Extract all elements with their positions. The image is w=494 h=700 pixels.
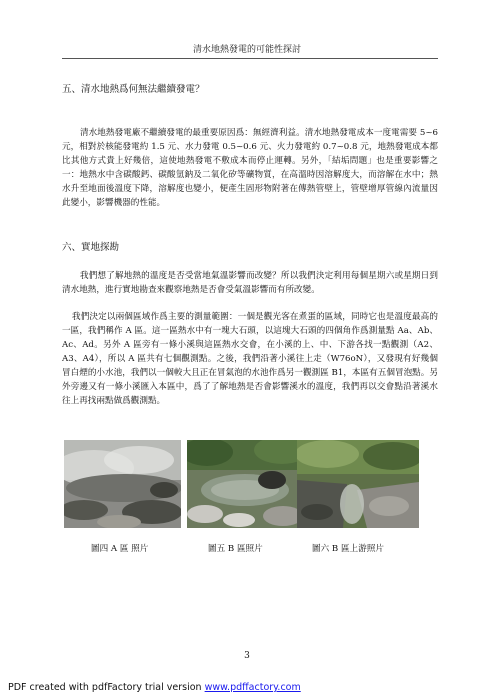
pdf-footer-text: PDF created with pdfFactory trial version — [8, 682, 205, 693]
running-header: 清水地熱發電的可能性探討 — [192, 45, 301, 55]
pdf-footer — [8, 682, 301, 693]
section-6-paragraph-2: 我們決定以兩個區域作爲主要的測量範圍：一個是觀光客在煮蛋的區域，同時它也是溫度最高的一區，我們稱作 A 區。這一區熱水中有一塊大石頭，以這塊大石頭的四個角作爲測量點 Aa、Ab、Ac、Ad。另外 A 區旁有一條小溪與這區熱水交會，在小溪的上、中、下游各找一點觀測（A2、A3、A4），所以 A 區共有七個觀測點。之後，我們沿著小溪往上走（W76oN），又發現有好幾個冒白煙的小水池，我們以一個較大且正在冒氣泡的水池作爲另一觀測區 B1，本區有五個冒泡點。另外旁邊又有一條小溪匯入本區中，爲了了解地熱是否會影響溪水的溫度，我們再以交會點沿著溪水往上再找兩點做爲觀測點。 — [62, 312, 438, 406]
pdffactory-link[interactable]: www.pdffactory.com — [204, 682, 301, 693]
photo-caption-2: 圖五 B 區照片 — [208, 544, 263, 554]
photo-caption-3: 圖六 B 區上游照片 — [312, 544, 384, 554]
page-number: 3 — [244, 651, 250, 661]
header-rule — [62, 58, 438, 59]
section-5-heading: 五、清水地熱爲何無法繼續發電？ — [62, 84, 205, 95]
section-6-heading: 六、實地探勘 — [62, 242, 120, 253]
photo-caption-1: 圖四 A 區 照片 — [91, 544, 149, 554]
section-6-paragraph-1: 我們想了解地熱的溫度是否受當地氣溫影響而改變？所以我們決定利用每個星期六或星期日到清水地熱，進行實地勘查來觀察地熱是否會受氣溫影響而有所改變。 — [62, 271, 438, 295]
photo-area-b — [187, 440, 304, 528]
photo-area-a — [64, 440, 181, 528]
section-5-paragraph: 清水地熱發電廠不繼續發電的最重要原因爲：無經濟利益。清水地熱發電成本一度電需要 5~6 元，相對於核能發電約 1.5 元、水力發電 0.5~0.6 元、火力發電約 0.7~0.8 元，地熱發電成本都比其他方式貴上好幾倍，這使地熱發電不敷成本而停止運轉。另外，「結垢問題」也是重要影響之一：地熱水中含碳酸鈣、碳酸氫鈉及二氧化矽等礦物質，在高溫時因溶解度大，而溶解在水中；熱水升至地面後溫度下降，溶解度也變小，便產生固形物附著在傳熱管壁上，管壁增厚管線內流量因此變小，影響機器的性能。 — [62, 128, 438, 208]
photo-area-b-upstream — [297, 440, 419, 528]
